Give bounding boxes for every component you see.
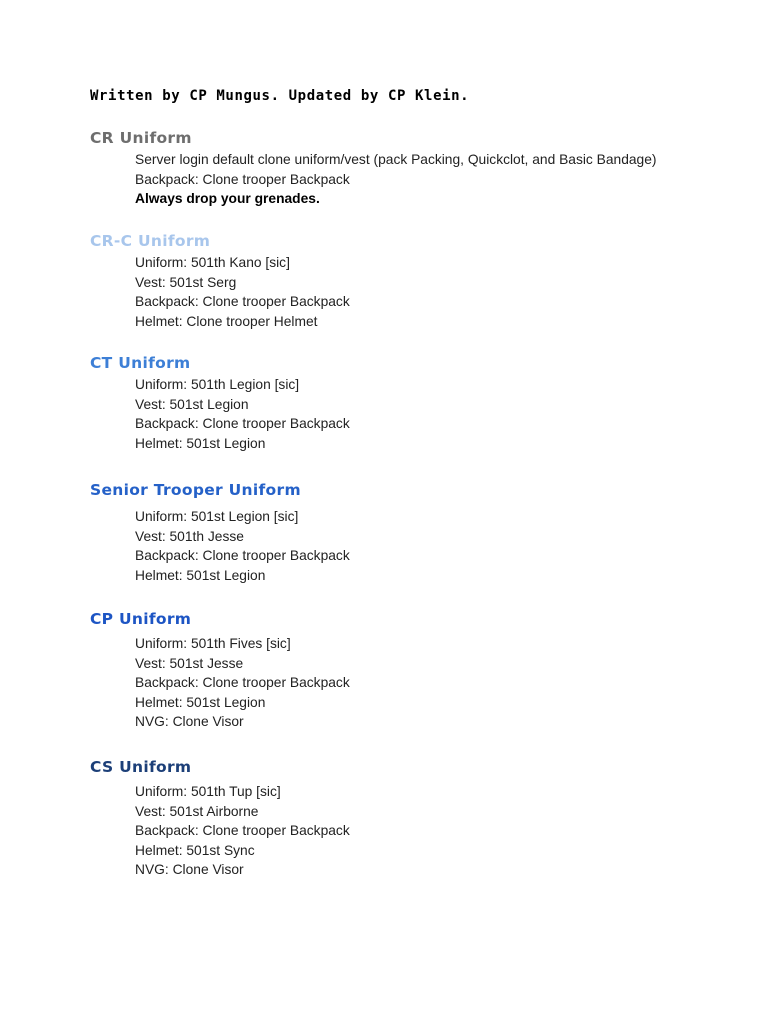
list-item: Backpack: Clone trooper Backpack bbox=[135, 675, 350, 691]
list-item: Server login default clone uniform/vest (pack Packing, Quickclot, and Basic Bandage) bbox=[135, 152, 657, 167]
item-list bbox=[135, 507, 350, 585]
section-cs-uniform bbox=[90, 757, 350, 880]
list-item: Vest: 501st Jesse bbox=[135, 655, 244, 671]
list-item: Helmet: 501st Legion bbox=[135, 567, 266, 583]
list-item: Helmet: 501st Legion bbox=[135, 694, 266, 710]
section-heading-cp: CP Uniform bbox=[90, 610, 192, 628]
section-senior-trooper-uniform bbox=[90, 480, 350, 585]
list-item: Vest: 501th Jesse bbox=[135, 528, 244, 544]
list-item: Backpack: Clone trooper Backpack bbox=[135, 171, 350, 187]
list-item: Helmet: 501st Sync bbox=[135, 842, 255, 858]
item-list bbox=[135, 253, 350, 331]
section-heading-ct: CT Uniform bbox=[90, 354, 191, 372]
list-item: Backpack: Clone trooper Backpack bbox=[135, 823, 350, 839]
list-item: NVG: Clone Visor bbox=[135, 714, 244, 730]
section-cp-uniform bbox=[90, 609, 350, 732]
list-item: Helmet: 501st Legion bbox=[135, 435, 266, 451]
author-line: Written by CP Mungus. Updated by CP Klein. bbox=[90, 88, 470, 104]
section-crc-uniform bbox=[90, 231, 350, 331]
item-list bbox=[135, 782, 350, 880]
section-heading-cs: CS Uniform bbox=[90, 758, 192, 776]
section-heading-senior-trooper: Senior Trooper Uniform bbox=[90, 481, 301, 499]
list-item: Uniform: 501th Fives [sic] bbox=[135, 636, 291, 651]
list-item-emphasis: Always drop your grenades. bbox=[135, 191, 320, 207]
list-item: NVG: Clone Visor bbox=[135, 862, 244, 878]
list-item: Backpack: Clone trooper Backpack bbox=[135, 294, 350, 310]
list-item: Uniform: 501th Kano [sic] bbox=[135, 255, 290, 270]
list-item: Vest: 501st Legion bbox=[135, 396, 249, 412]
section-heading-cr: CR Uniform bbox=[90, 129, 192, 147]
list-item: Vest: 501st Airborne bbox=[135, 803, 259, 819]
item-list bbox=[135, 375, 350, 453]
item-list bbox=[135, 150, 657, 209]
section-ct-uniform bbox=[90, 353, 350, 453]
section-cr-uniform bbox=[90, 128, 657, 209]
list-item: Vest: 501st Serg bbox=[135, 274, 237, 290]
item-list bbox=[135, 634, 350, 732]
list-item: Uniform: 501st Legion [sic] bbox=[135, 509, 299, 524]
list-item: Backpack: Clone trooper Backpack bbox=[135, 548, 350, 564]
list-item: Helmet: Clone trooper Helmet bbox=[135, 313, 318, 329]
section-heading-crc: CR-C Uniform bbox=[90, 232, 211, 250]
list-item: Uniform: 501th Tup [sic] bbox=[135, 784, 281, 799]
list-item: Backpack: Clone trooper Backpack bbox=[135, 416, 350, 432]
list-item: Uniform: 501th Legion [sic] bbox=[135, 377, 300, 392]
